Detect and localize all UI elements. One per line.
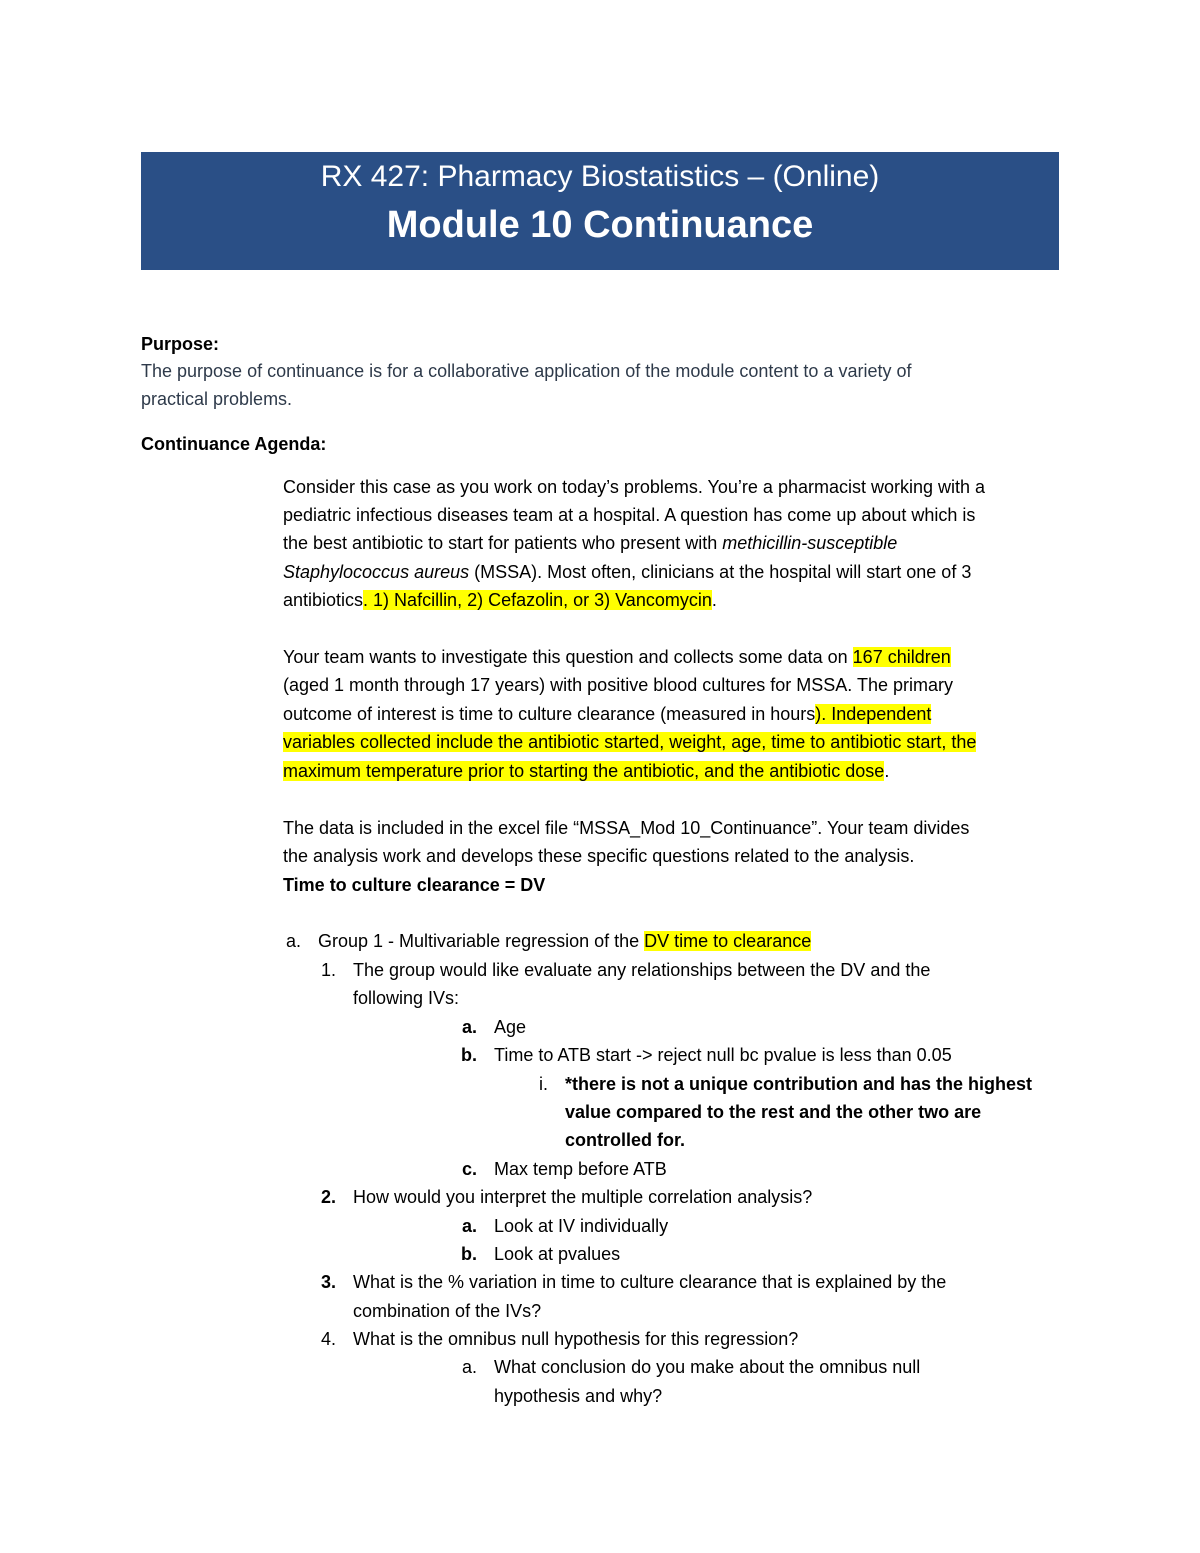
question-3-line-1: What is the % variation in time to culture clearance that is explained by the (353, 1272, 947, 1292)
course-title: RX 427: Pharmacy Biostatistics – (Online) (320, 160, 880, 193)
sub-marker-1c: c. (461, 1159, 477, 1179)
purpose-line-2: practical problems. (141, 389, 293, 409)
list-marker-3: 3. (320, 1272, 336, 1292)
organism-italic: methicillin-susceptible (722, 533, 898, 553)
antibiotics-highlight: . 1) Nafcillin, 2) Cefazolin, or 3) Vancomycin (363, 590, 712, 610)
organism-italic-2: Staphylococcus aureus (283, 562, 470, 582)
sub-item-age: Age (494, 1017, 527, 1037)
list-marker-a: a. (285, 931, 301, 951)
sub-marker-1a: a. (461, 1017, 477, 1037)
team-line-4 (283, 728, 976, 756)
case-line-3: the best antibiotic to start for patients who present with methicillin-susceptible (283, 533, 898, 553)
note-line-3: controlled for. (565, 1130, 686, 1150)
team-line-1: Your team wants to investigate this question and collects some data on 167 children (283, 647, 951, 667)
data-line-2: the analysis work and develops these specific questions related to the analysis. (283, 846, 915, 866)
purpose-line-1: The purpose of continuance is for a collaborative application of the module content to a variety of (141, 361, 912, 381)
list-marker-2: 2. (320, 1187, 336, 1207)
list-marker-4: 4. (320, 1329, 336, 1349)
sub-marker-4a: a. (461, 1357, 477, 1377)
sub-marker-2a: a. (461, 1216, 477, 1236)
module-title: Module 10 Continuance (386, 204, 814, 246)
team-line-3: outcome of interest is time to culture clearance (measured in hours). Independent (283, 704, 932, 724)
team-line-5: maximum temperature prior to starting the antibiotic, and the antibiotic dose. (283, 761, 890, 781)
children-count-highlight: 167 children (852, 647, 951, 667)
question-1-line-1: The group would like evaluate any relationships between the DV and the (353, 960, 931, 980)
variables-highlight-mid: variables collected include the antibiotic started, weight, age, time to antibiotic start, the (283, 732, 977, 752)
dv-highlight: DV time to clearance (644, 931, 812, 951)
list-marker-1: 1. (320, 960, 336, 980)
case-line-1: Consider this case as you work on today’s problems. You’re a pharmacist working with a (283, 477, 986, 497)
omnibus-line-1: What conclusion do you make about the omnibus null (494, 1357, 921, 1377)
team-line-2: (aged 1 month through 17 years) with positive blood cultures for MSSA. The primary (283, 675, 953, 695)
data-line-1: The data is included in the excel file “MSSA_Mod 10_Continuance”. Your team divides (283, 818, 970, 838)
omnibus-line-2: hypothesis and why? (494, 1386, 663, 1406)
sub-item-pvalues: Look at pvalues (494, 1244, 621, 1264)
sub-item-time-to-atb: Time to ATB start -> reject null bc pvalue is less than 0.05 (494, 1045, 952, 1065)
case-line-4: Staphylococcus aureus (MSSA). Most often, clinicians at the hospital will start one of 3 (283, 562, 972, 582)
dv-definition: Time to culture clearance = DV (283, 875, 546, 895)
question-2: How would you interpret the multiple correlation analysis? (353, 1187, 813, 1207)
sub-item-max-temp: Max temp before ATB (494, 1159, 667, 1179)
agenda-heading: Continuance Agenda: (141, 434, 327, 454)
case-line-5: antibiotics. 1) Nafcillin, 2) Cefazolin, or 3) Vancomycin. (283, 590, 717, 610)
sub-marker-1b-i: i. (539, 1074, 548, 1094)
sub-item-iv-individually: Look at IV individually (494, 1216, 669, 1236)
sub-marker-1b: b. (461, 1045, 477, 1065)
note-line-2: value compared to the rest and the other two are (565, 1102, 982, 1122)
question-4: What is the omnibus null hypothesis for this regression? (353, 1329, 799, 1349)
group-1-heading: Group 1 - Multivariable regression of the DV time to clearance (318, 931, 812, 951)
purpose-heading: Purpose: (141, 334, 220, 354)
sub-marker-2b: b. (461, 1244, 477, 1264)
case-line-2: pediatric infectious diseases team at a hospital. A question has come up about which is (283, 505, 976, 525)
title-banner (141, 152, 1059, 270)
variables-highlight-end: maximum temperature prior to starting the antibiotic, and the antibiotic dose (283, 761, 885, 781)
variables-highlight-start: ). Independent (815, 704, 932, 724)
question-1-line-2: following IVs: (353, 988, 460, 1008)
question-3-line-2: combination of the IVs? (353, 1301, 542, 1321)
note-line-1: *there is not a unique contribution and has the highest (565, 1074, 1033, 1094)
